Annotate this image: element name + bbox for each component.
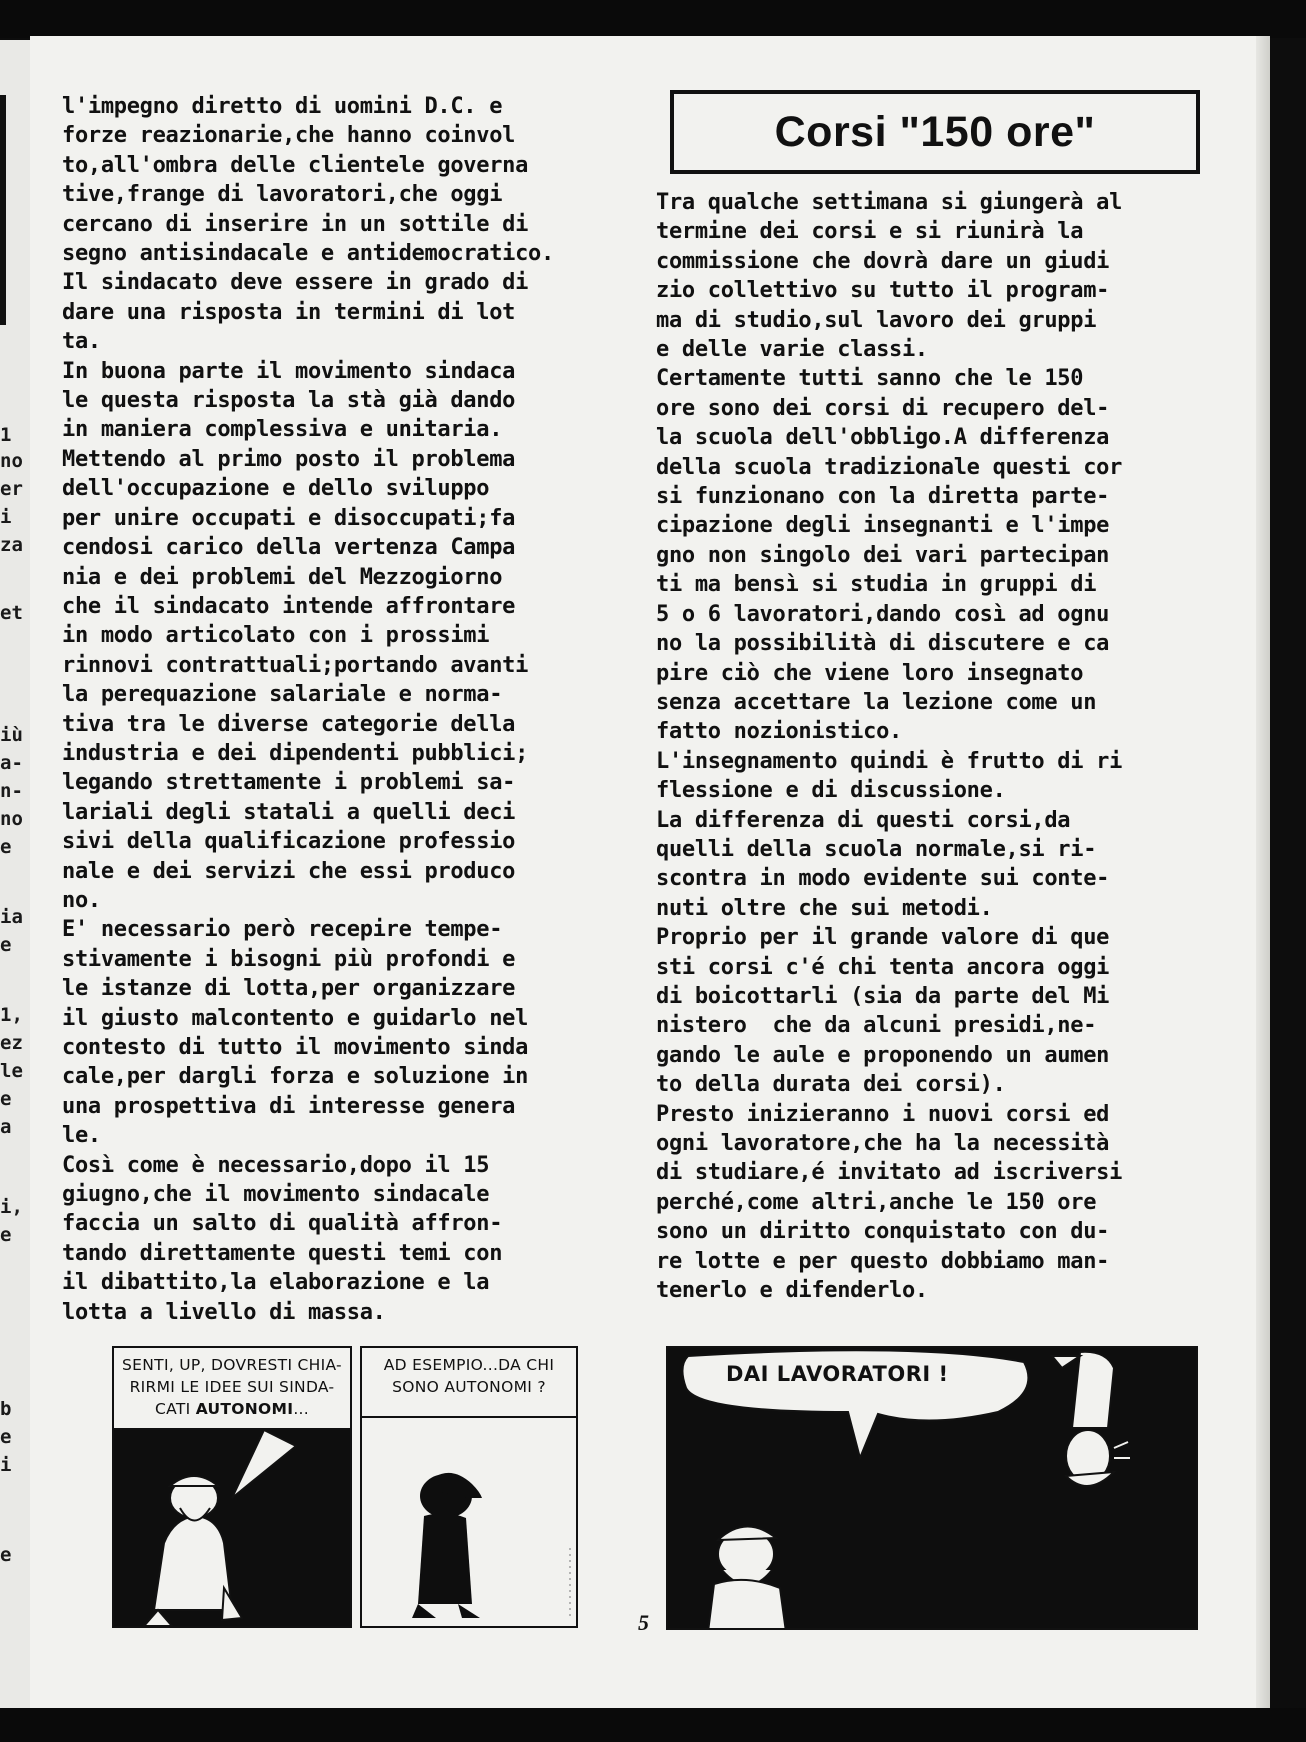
text-line: L'insegnamento quindi è frutto di ri (656, 748, 1123, 774)
adjacent-fragment: et (0, 602, 23, 624)
text-line: giugno,che il movimento sindacale (62, 1182, 490, 1208)
text-line: tando direttamente questi temi con (62, 1240, 503, 1266)
text-line: si funzionano con la diretta parte- (656, 484, 1110, 510)
text-line: di boicottarli (sia da parte del Mi (656, 983, 1110, 1009)
adjacent-page-strip (0, 40, 30, 1708)
text-line: E' necessario però recepire tempe- (62, 917, 503, 943)
text-line: no la possibilità di discutere e ca (656, 631, 1110, 657)
magazine-page (30, 36, 1270, 1708)
caption-line: SENTI, UP, DOVRESTI CHIA- (122, 1356, 342, 1374)
text-line: Proprio per il grande valore di que (656, 925, 1110, 951)
text-line: cipazione degli insegnanti e l'impe (656, 513, 1110, 539)
adjacent-fragment: 1 (0, 424, 12, 446)
adjacent-fragment: e (0, 934, 12, 956)
adjacent-fragment: e (0, 1088, 12, 1110)
text-line: tiva tra le diverse categorie della (62, 711, 516, 737)
text-line: le. (62, 1123, 101, 1149)
text-line: gando le aule e proponendo un aumen (656, 1042, 1110, 1068)
text-line: una prospettiva di interesse genera (62, 1093, 516, 1119)
text-line: nuti oltre che sui metodi. (656, 895, 993, 921)
text-line: la perequazione salariale e norma- (62, 682, 503, 708)
adjacent-page-rule (0, 95, 6, 325)
adjacent-fragment: er (0, 478, 23, 500)
text-line: le istanze di lotta,per organizzare (62, 976, 516, 1002)
text-line: ti ma bensì si studia in gruppi di (656, 572, 1097, 598)
text-line: di studiare,é invitato ad iscriversi (656, 1160, 1123, 1186)
adjacent-fragment: ez (0, 1032, 23, 1054)
text-line: tenerlo e difenderlo. (656, 1278, 928, 1304)
text-line: re lotte e per questo dobbiamo man- (656, 1248, 1110, 1274)
text-line: in modo articolato con i prossimi (62, 623, 490, 649)
text-line: cendosi carico della vertenza Campa (62, 535, 516, 561)
text-line: Il sindacato deve essere in grado di (62, 270, 529, 296)
text-line: senza accettare la lezione come un (656, 689, 1097, 715)
comic-panel-3-speech: DAI LAVORATORI ! (726, 1362, 949, 1386)
text-line: gno non singolo dei vari partecipan (656, 542, 1110, 568)
right-article-column (656, 188, 1246, 1305)
comic-panel-2-caption (362, 1348, 576, 1418)
adjacent-fragment: e (0, 1224, 12, 1246)
text-line: faccia un salto di qualità affron- (62, 1211, 503, 1237)
text-line: le questa risposta la stà già dando (62, 388, 516, 414)
adjacent-fragment: a- (0, 752, 23, 774)
caption-line (122, 1398, 342, 1420)
text-line: zio collettivo su tutto il program- (656, 278, 1110, 304)
text-line: Così come è necessario,dopo il 15 (62, 1152, 490, 1178)
comic-panel-3-drawing (668, 1348, 1198, 1630)
text-line: l'impegno diretto di uomini D.C. e (62, 94, 503, 119)
text-line: industria e dei dipendenti pubblici; (62, 740, 529, 766)
text-line: la scuola dell'obbligo.A differenza (656, 425, 1110, 451)
adjacent-fragment: no (0, 808, 23, 830)
adjacent-fragment: ia (0, 906, 23, 928)
text-line: quelli della scuola normale,si ri- (656, 836, 1097, 862)
adjacent-fragment: e (0, 1426, 12, 1448)
text-line: lariali degli statali a quelli deci (62, 799, 516, 825)
text-line: pire ciò che viene loro insegnato (656, 660, 1084, 686)
caption-text: CATI (155, 1400, 196, 1418)
page-edge-shade (1256, 36, 1270, 1708)
adjacent-fragment: za (0, 534, 23, 556)
text-line: nia e dei problemi del Mezzogiorno (62, 564, 503, 590)
article-title-box (670, 90, 1200, 174)
text-line: sono un diritto conquistato con du- (656, 1219, 1110, 1245)
adjacent-fragment: i (0, 1454, 12, 1476)
text-line: ma di studio,sul lavoro dei gruppi (656, 307, 1097, 333)
text-line: La differenza di questi corsi,da (656, 807, 1071, 833)
text-line: nistero che da alcuni presidi,ne- (656, 1013, 1097, 1039)
comic-panel-2 (360, 1346, 578, 1628)
text-line: commissione che dovrà dare un giudi (656, 248, 1110, 274)
text-line: no. (62, 887, 101, 913)
text-line: e delle varie classi. (656, 337, 928, 363)
text-line: flessione e di discussione. (656, 778, 1006, 804)
adjacent-fragment: b (0, 1398, 12, 1420)
text-line: cercano di inserire in un sottile di (62, 211, 529, 237)
text-line: Presto inizieranno i nuovi corsi ed (656, 1101, 1110, 1127)
adjacent-fragment: le (0, 1060, 23, 1082)
text-line: 5 o 6 lavoratori,dando così ad ognu (656, 601, 1110, 627)
text-line: stivamente i bisogni più profondi e (62, 946, 516, 972)
text-line: tive,frange di lavoratori,che oggi (62, 182, 503, 208)
text-line: ore sono dei corsi di recupero del- (656, 395, 1110, 421)
adjacent-fragment: i (0, 506, 12, 528)
text-line: fatto nozionistico. (656, 719, 902, 745)
page-number: 5 (638, 1610, 649, 1635)
article-title: Corsi "150 ore" (774, 107, 1096, 156)
text-line: della scuola tradizionale questi cor (656, 454, 1123, 480)
text-line: dare una risposta in termini di lot (62, 299, 516, 325)
text-line: Tra qualche settimana si giungerà al (656, 190, 1123, 215)
text-line: Mettendo al primo posto il problema (62, 446, 516, 472)
text-line: cale,per dargli forza e soluzione in (62, 1064, 529, 1090)
adjacent-fragment: a (0, 1116, 12, 1138)
caption-emphasis: AUTONOMI (195, 1400, 294, 1418)
text-line: ogni lavoratore,che ha la necessità (656, 1131, 1110, 1156)
text-line: lotta a livello di massa. (62, 1299, 386, 1325)
adjacent-fragment: iù (0, 724, 23, 746)
text-line: rinnovi contrattuali;portando avanti (62, 652, 529, 678)
caption-line: RIRMI LE IDEE SUI SINDA- (129, 1378, 335, 1396)
adjacent-fragment: i, (0, 1196, 23, 1218)
text-line: legando strettamente i problemi sa- (62, 770, 516, 796)
adjacent-fragment: n- (0, 780, 23, 802)
text-line: Certamente tutti sanno che le 150 (656, 366, 1084, 392)
text-line: dell'occupazione e dello sviluppo (62, 476, 490, 502)
text-line: to della durata dei corsi). (656, 1072, 1006, 1098)
text-line: forze reazionarie,che hanno coinvol (62, 123, 516, 149)
text-line: sti corsi c'é chi tenta ancora oggi (656, 954, 1110, 980)
text-line: in maniera complessiva e unitaria. (62, 417, 503, 443)
text-line: che il sindacato intende affrontare (62, 593, 516, 619)
comic-panel-1-caption (114, 1348, 350, 1430)
text-line: to,all'ombra delle clientele governa (62, 152, 529, 178)
text-line: sivi della qualificazione professio (62, 829, 516, 855)
text-line: nale e dei servizi che essi produco (62, 858, 516, 884)
scan-edge-top (0, 0, 1306, 38)
adjacent-fragment: no (0, 450, 23, 472)
text-line: segno antisindacale e antidemocratico. (62, 241, 554, 267)
comic-panel-1 (112, 1346, 352, 1628)
text-line: per unire occupati e disoccupati;fa (62, 505, 516, 531)
adjacent-fragment: e (0, 1544, 12, 1566)
text-line: In buona parte il movimento sindaca (62, 358, 516, 384)
text-line: contesto di tutto il movimento sinda (62, 1035, 529, 1060)
scan-edge-bottom (0, 1708, 1306, 1742)
text-line: il giusto malcontento e guidarlo nel (62, 1005, 529, 1031)
caption-text: ... (293, 1400, 309, 1418)
caption-line: SONO AUTONOMI ? (392, 1378, 546, 1396)
text-line: ta. (62, 329, 101, 355)
adjacent-fragment: e (0, 836, 12, 858)
text-line: scontra in modo evidente sui conte- (656, 866, 1110, 892)
comic-panel-3 (666, 1346, 1198, 1630)
text-line: termine dei corsi e si riunirà la (656, 219, 1084, 245)
text-line: perché,come altri,anche le 150 ore (656, 1189, 1097, 1215)
adjacent-fragment: 1, (0, 1004, 23, 1026)
left-article-column (62, 92, 662, 1327)
caption-line: AD ESEMPIO...DA CHI (383, 1356, 555, 1374)
text-line: il dibattito,la elaborazione e la (62, 1270, 490, 1296)
